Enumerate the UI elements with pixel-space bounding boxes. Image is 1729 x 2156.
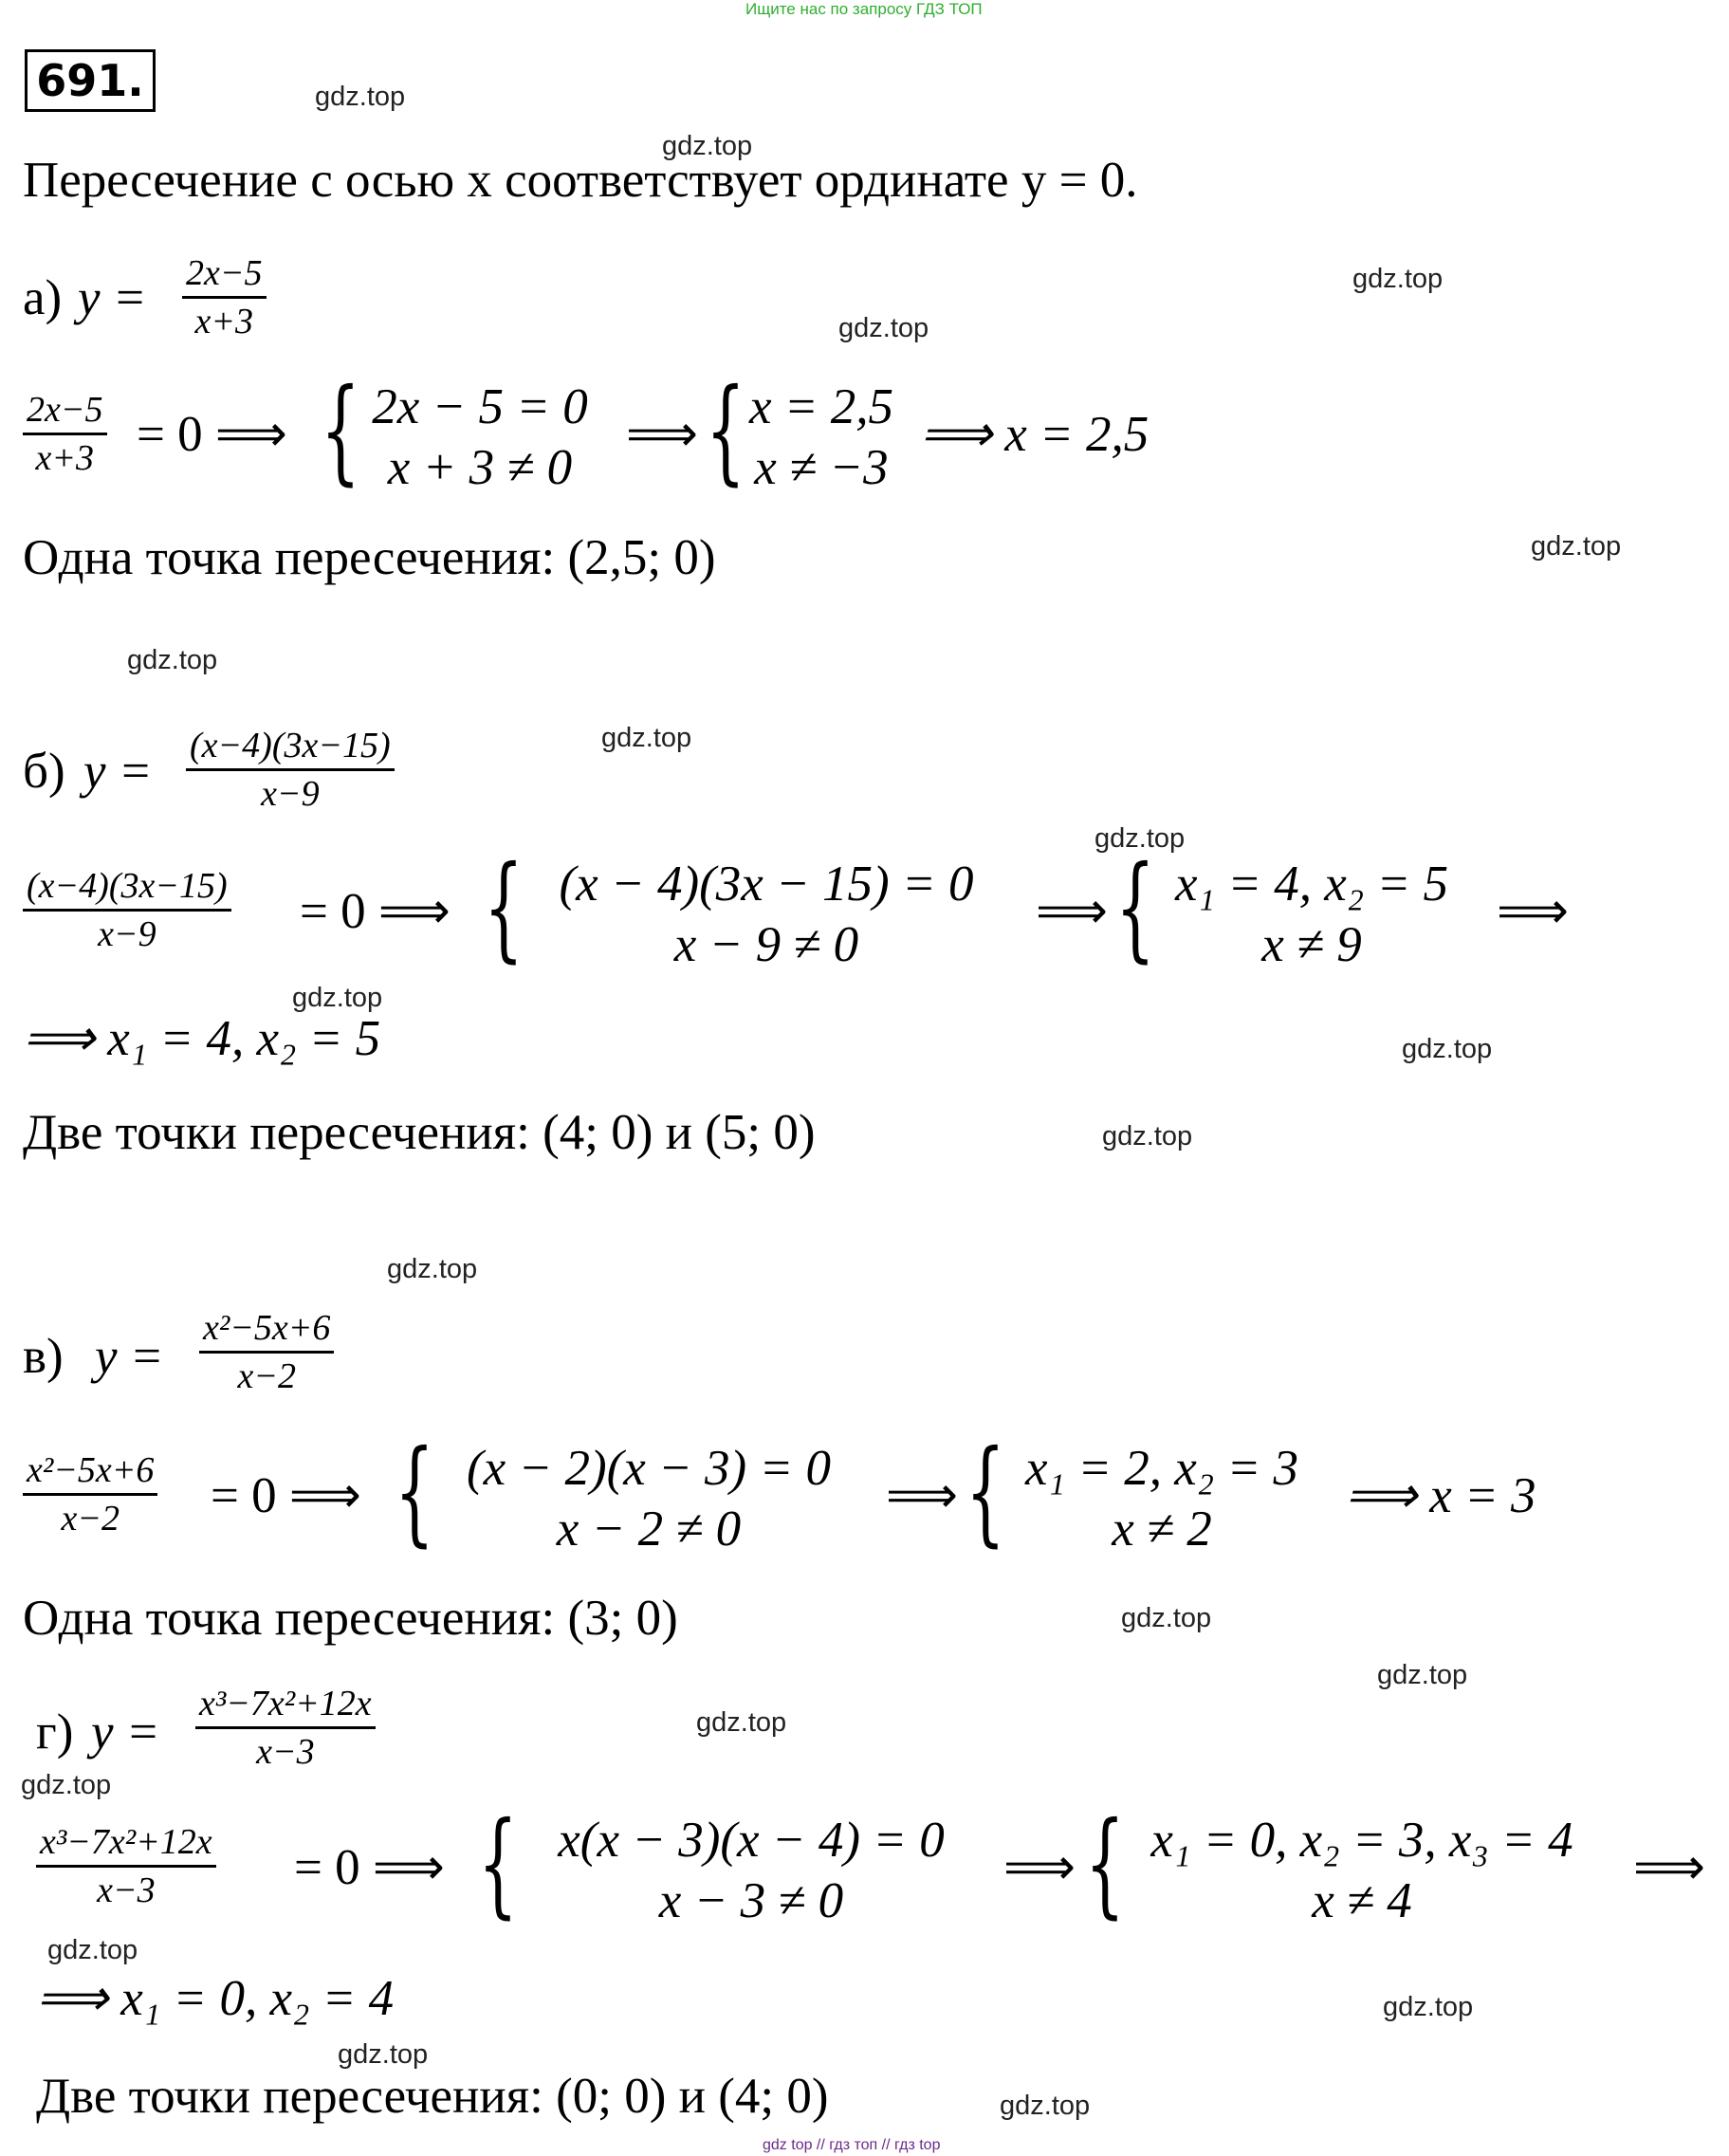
part-v-fraction-2 [23, 1447, 157, 1541]
watermark: gdz.top [1102, 1121, 1193, 1152]
system-brace-icon: { [321, 365, 360, 497]
system-line: x ≠ −3 [754, 440, 889, 495]
part-b-conclusion: Две точки пересечения: (4; 0) и (5; 0) [23, 1105, 816, 1160]
fraction-numerator: 2x−5 [23, 387, 107, 435]
part-b-label: б) [23, 744, 65, 799]
system-line: 2x − 5 = 0 [372, 379, 588, 434]
part-a-fraction [182, 250, 267, 344]
system-line: x + 3 ≠ 0 [387, 440, 573, 495]
system-line: x − 3 ≠ 0 [658, 1873, 844, 1928]
part-v-system-1 [421, 1438, 876, 1559]
watermark: gdz.top [1000, 2091, 1091, 2121]
part-v-result: ⟹ x = 3 [1345, 1468, 1536, 1523]
watermark: gdz.top [315, 82, 406, 112]
system-line: x₁ = 0, x₂ = 3, x₃ = 4 [1150, 1813, 1573, 1868]
part-g-fraction [195, 1681, 376, 1775]
part-a-fraction-2 [23, 387, 107, 481]
system-line: x₁ = 2, x₂ = 3 [1025, 1441, 1298, 1496]
fraction-denominator: x−9 [98, 914, 156, 954]
part-a-system-2 [727, 377, 916, 498]
system-line: x − 2 ≠ 0 [556, 1502, 742, 1557]
system-brace-icon: { [478, 1798, 518, 1930]
watermark: gdz.top [1352, 264, 1444, 294]
system-line: (x − 4)(3x − 15) = 0 [559, 857, 974, 912]
fraction-denominator: x+3 [194, 302, 254, 341]
system-brace-icon: { [1085, 1798, 1125, 1930]
part-a-result: ⟹ x = 2,5 [920, 407, 1150, 462]
part-g-conclusion: Две точки пересечения: (0; 0) и (4; 0) [36, 2069, 829, 2124]
part-b-y-eq: y = [83, 744, 153, 799]
watermark: gdz.top [838, 313, 929, 343]
watermark: gdz.top [127, 645, 218, 675]
fraction-numerator: x³−7x²+12x [36, 1819, 216, 1868]
part-g-system-1 [505, 1810, 998, 1931]
part-v-system-2 [986, 1438, 1337, 1559]
part-v-label: в) [23, 1329, 64, 1384]
fraction-numerator: x²−5x+6 [23, 1447, 157, 1496]
top-banner: Ищите нас по запросу ГДЗ ТОП [745, 0, 983, 18]
fraction-denominator: x+3 [35, 438, 95, 478]
watermark: gdz.top [292, 983, 383, 1013]
watermark: gdz.top [1383, 1992, 1474, 2022]
part-v-conclusion: Одна точка пересечения: (3; 0) [23, 1591, 678, 1646]
part-b-fraction [186, 723, 395, 817]
fraction-numerator: x²−5x+6 [199, 1305, 334, 1354]
part-b-trail-arrow: ⟹ [1497, 884, 1569, 939]
fraction-denominator: x−3 [97, 1870, 156, 1910]
fraction-denominator: x−2 [61, 1499, 120, 1539]
watermark: gdz.top [601, 723, 692, 753]
fraction-numerator: (x−4)(3x−15) [186, 723, 395, 771]
part-v-y-eq: y = [95, 1329, 164, 1384]
part-b-result: ⟹ x₁ = 4, x₂ = 5 [23, 1011, 381, 1066]
fraction-numerator: x³−7x²+12x [195, 1681, 376, 1729]
part-b-system-1 [510, 854, 1022, 975]
fraction-denominator: x−2 [237, 1356, 296, 1396]
part-a-arrow: ⟹ [626, 407, 698, 462]
part-a-eq-zero: = 0 ⟹ [137, 407, 287, 462]
part-b-fraction-2 [23, 863, 231, 957]
watermark: gdz.top [1094, 823, 1186, 854]
fraction-denominator: x−3 [256, 1732, 315, 1772]
part-b-eq-zero: = 0 ⟹ [300, 884, 451, 939]
footer-links: gdz top // гдз топ // гдз top [763, 2137, 941, 2153]
part-g-fraction-2 [36, 1819, 216, 1913]
watermark: gdz.top [1531, 531, 1622, 562]
part-v-fraction [199, 1305, 334, 1399]
part-g-eq-zero: = 0 ⟹ [294, 1840, 445, 1895]
system-line: x ≠ 9 [1261, 917, 1362, 972]
fraction-numerator: 2x−5 [182, 250, 267, 299]
system-line: x = 2,5 [748, 379, 894, 434]
watermark: gdz.top [1377, 1660, 1468, 1690]
part-b-system-2 [1136, 854, 1487, 975]
watermark: gdz.top [1121, 1603, 1212, 1633]
watermark: gdz.top [696, 1707, 787, 1738]
part-a-y-eq: y = [78, 270, 147, 325]
system-line: x₁ = 4, x₂ = 5 [1175, 857, 1448, 912]
part-g-y-eq: y = [91, 1705, 160, 1760]
problem-number: 691. [25, 49, 156, 112]
part-g-system-2 [1106, 1810, 1618, 1931]
system-brace-icon: { [966, 1427, 1005, 1558]
part-a-conclusion: Одна точка пересечения: (2,5; 0) [23, 530, 716, 585]
system-line: x ≠ 2 [1112, 1502, 1212, 1557]
part-g-trail-arrow: ⟹ [1633, 1840, 1705, 1895]
part-a-system-1 [347, 377, 613, 498]
part-g-result: ⟹ x₁ = 0, x₂ = 4 [36, 1971, 395, 2026]
part-g-arrow: ⟹ [1003, 1840, 1076, 1895]
system-line: x − 9 ≠ 0 [673, 917, 859, 972]
watermark: gdz.top [1402, 1034, 1493, 1064]
fraction-numerator: (x−4)(3x−15) [23, 863, 231, 912]
part-v-arrow: ⟹ [886, 1468, 958, 1523]
system-brace-icon: { [395, 1427, 434, 1558]
watermark: gdz.top [47, 1935, 138, 1965]
system-brace-icon: { [706, 365, 745, 497]
part-a-label: а) [23, 270, 63, 325]
system-brace-icon: { [484, 842, 524, 974]
watermark: gdz.top [338, 2039, 429, 2070]
system-line: x ≠ 4 [1312, 1873, 1412, 1928]
fraction-denominator: x−9 [261, 774, 320, 814]
part-b-arrow: ⟹ [1036, 884, 1108, 939]
watermark: gdz.top [662, 131, 753, 161]
watermark: gdz.top [387, 1254, 478, 1284]
part-v-eq-zero: = 0 ⟹ [211, 1468, 361, 1523]
intro-text: Пересечение с осью x соответствует ординате y = 0. [23, 153, 1138, 208]
part-g-label: г) [36, 1705, 74, 1760]
system-line: x(x − 3)(x − 4) = 0 [558, 1813, 945, 1868]
watermark: gdz.top [21, 1770, 112, 1800]
system-line: (x − 2)(x − 3) = 0 [467, 1441, 831, 1496]
system-brace-icon: { [1115, 842, 1155, 974]
